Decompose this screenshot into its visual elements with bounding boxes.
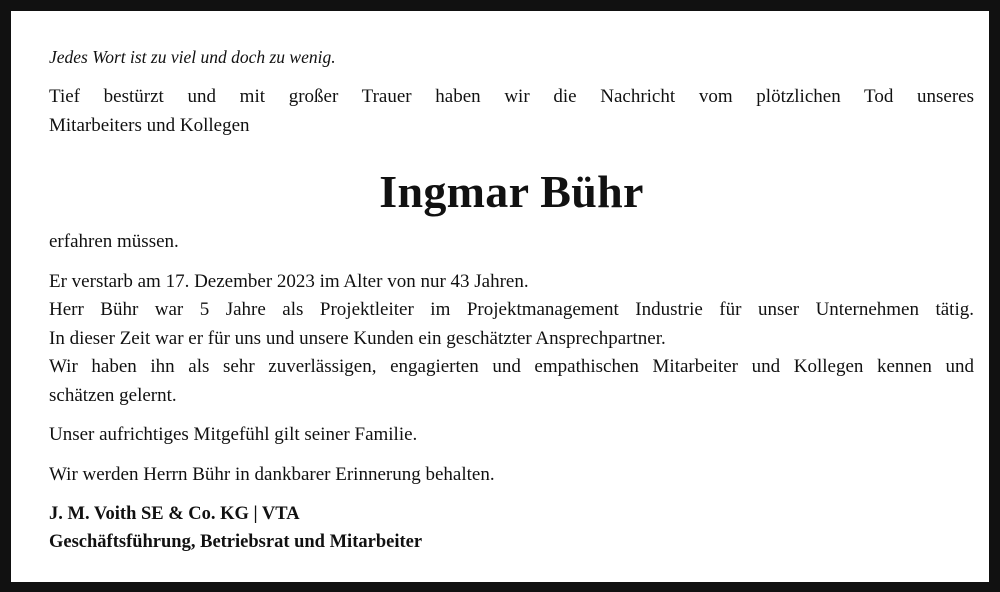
sympathy-text: Unser aufrichtiges Mitgefühl gilt seiner Familie. (49, 424, 418, 445)
remembrance-text: Wir werden Herrn Bühr in dankbarer Erinnerung behalten. (49, 463, 495, 485)
body-line: Wir haben ihn als sehr zuverlässigen, engagierten und empathischen Mitarbeiter und Kollegen kennen und (49, 356, 974, 377)
signature-company: J. M. Voith SE & Co. KG | VTA (49, 504, 300, 524)
body-line: Er verstarb am 17. Dezember 2023 im Alter von nur 43 Jahren. (49, 270, 529, 292)
notice-content (49, 43, 974, 556)
body-line: Herr Bühr war 5 Jahre als Projektleiter im Projektmanagement Industrie für unser Unternehmen tätig. (49, 299, 974, 320)
intro-line: Tief bestürzt und mit großer Trauer haben wir die Nachricht vom plötzlichen Tod unseres (49, 86, 974, 107)
body-line: In dieser Zeit war er für uns und unsere Kunden ein geschätzter Ansprechpartner. (49, 327, 666, 349)
after-name-text: erfahren müssen. (49, 231, 179, 252)
signature-group: Geschäftsführung, Betriebsrat und Mitarbeiter (49, 532, 423, 552)
intro-line: Mitarbeiters und Kollegen (49, 114, 250, 136)
deceased-name: Ingmar Bühr (379, 166, 644, 217)
body-line: schätzen gelernt. (49, 384, 177, 406)
motto: Jedes Wort ist zu viel und doch zu wenig. (49, 47, 336, 67)
